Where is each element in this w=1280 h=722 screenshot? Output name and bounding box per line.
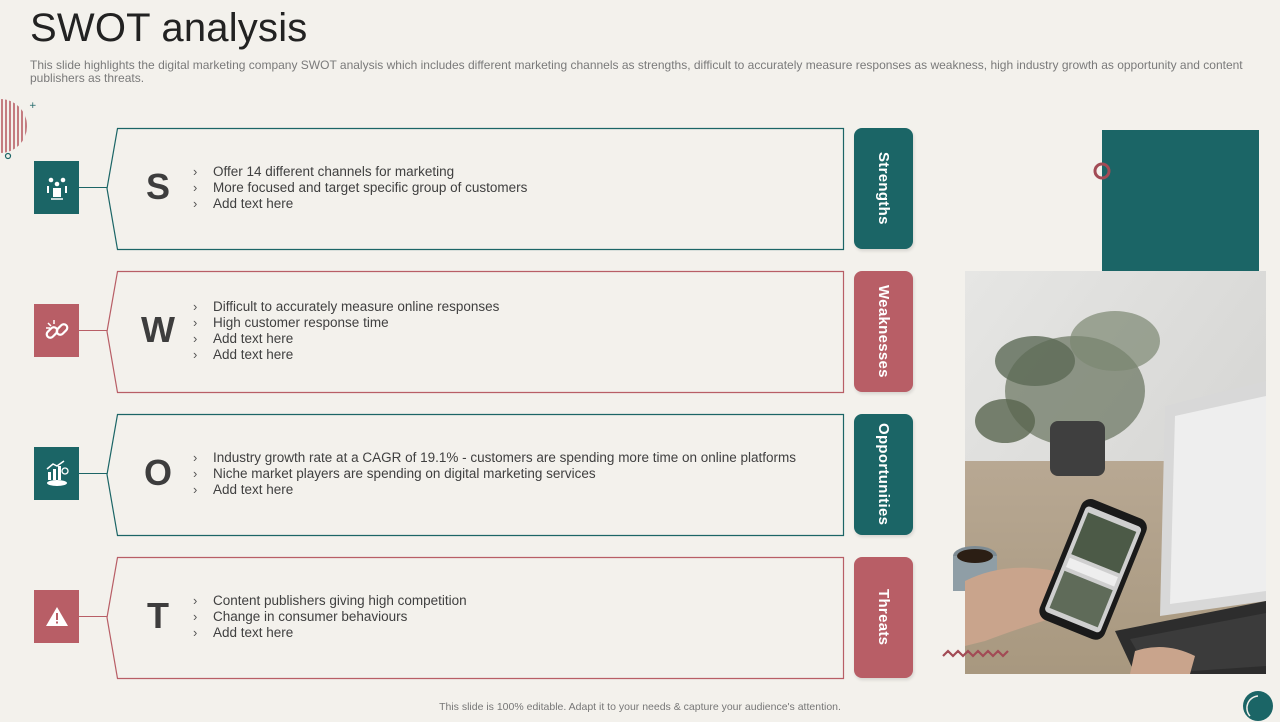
slide-footer: This slide is 100% editable. Adapt it to your needs & capture your audience's attention. [439, 701, 841, 713]
list-item: › Add text here [193, 196, 527, 212]
threats-icon-box [34, 590, 79, 643]
list-item: › Content publishers giving high competition [193, 593, 467, 609]
smartphone-laptop-photo [965, 271, 1266, 674]
opportunities-icon-box [34, 447, 79, 500]
swot-row-strengths [0, 128, 930, 252]
target-audience-icon [44, 175, 70, 201]
ring-decoration [1092, 161, 1112, 181]
opportunities-tab-label: Opportunities [875, 423, 892, 526]
threats-points [193, 593, 467, 641]
strengths-icon-box [34, 161, 79, 214]
list-item: › High customer response time [193, 315, 499, 331]
strengths-letter: S [145, 166, 170, 207]
list-item: › Industry growth rate at a CAGR of 19.1% - customers are spending more time on online platforms [193, 450, 796, 466]
weaknesses-letter: W [141, 309, 175, 350]
swot-row-opportunities [0, 414, 930, 538]
list-item: › Add text here [193, 331, 499, 347]
opportunities-tab [854, 414, 913, 535]
strengths-tab [854, 128, 913, 249]
weaknesses-points [193, 299, 499, 363]
slide-subtitle: This slide highlights the digital marketing company SWOT analysis which includes different marketing channels as strengths, difficult to accurately measure responses as weakness, high industry growth as opportunity and content publishers as threats. [30, 58, 1243, 85]
swot-row-threats [0, 557, 930, 681]
list-item: › Niche market players are spending on digital marketing services [193, 466, 796, 482]
teal-accent-block [1102, 130, 1259, 271]
list-item: › Add text here [193, 625, 467, 641]
list-item: › Difficult to accurately measure online responses [193, 299, 499, 315]
list-item: › Add text here [193, 347, 499, 363]
list-item: › More focused and target specific group of customers [193, 180, 527, 196]
weaknesses-tab [854, 271, 913, 392]
strengths-points [193, 164, 527, 212]
list-item: › Offer 14 different channels for marketing [193, 164, 527, 180]
list-item: › Add text here [193, 482, 796, 498]
weaknesses-tab-label: Weaknesses [875, 285, 892, 378]
threats-tab [854, 557, 913, 678]
strengths-tab-label: Strengths [875, 152, 892, 225]
opportunities-letter: O [143, 452, 172, 493]
growth-money-icon [43, 460, 71, 488]
broken-link-icon [43, 317, 71, 345]
swot-row-weaknesses [0, 271, 930, 395]
threats-letter: T [147, 595, 169, 636]
slide-title: SWOT analysis [30, 6, 308, 50]
warning-icon [44, 605, 70, 629]
svg-text:+: + [29, 101, 37, 111]
list-item: › Change in consumer behaviours [193, 609, 467, 625]
opportunities-points [193, 450, 796, 498]
weaknesses-icon-box [34, 304, 79, 357]
threats-tab-label: Threats [875, 589, 892, 646]
zigzag-decoration [941, 648, 1011, 662]
